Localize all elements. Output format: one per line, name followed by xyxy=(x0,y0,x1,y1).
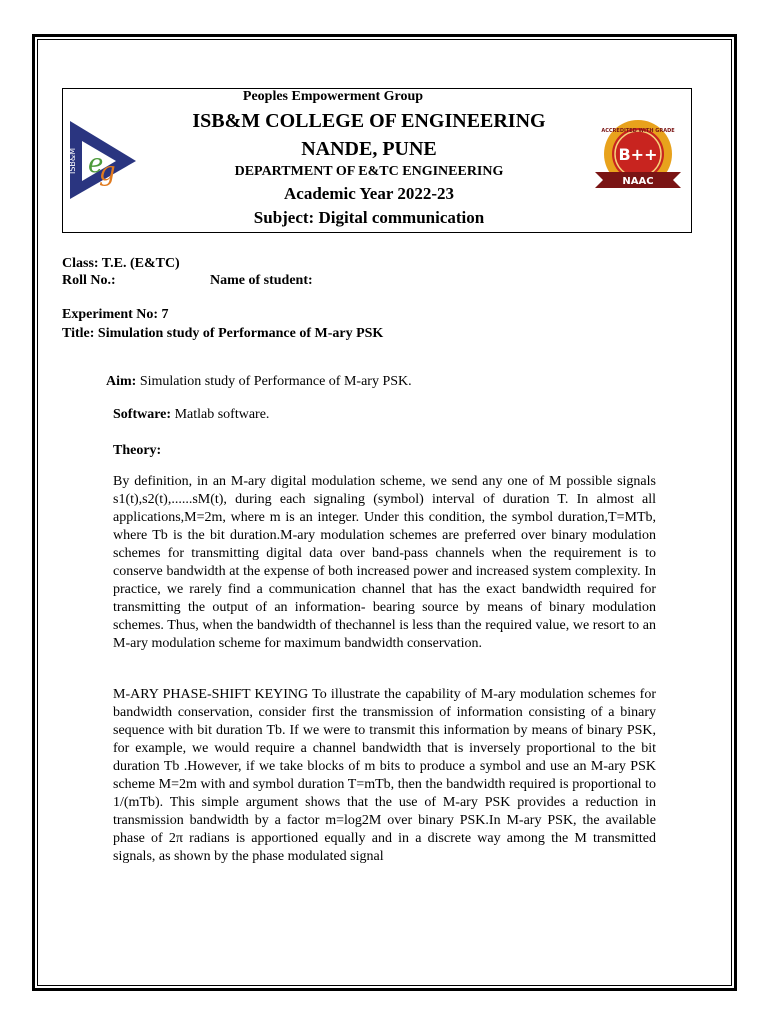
svg-text:g: g xyxy=(99,157,116,187)
theory-paragraph-2: M-ARY PHASE-SHIFT KEYING To illustrate the capability of M-ary modulation schemes for bandwidth conservation, consider first the transmission of information consisting of a binary sequence with bit duration Tb. If we were to transmit this information by means of binary PSK, for example, we would require a channel bandwidth that is inversely proportional to the bit duration Tb .However, if we take blocks of m bits to produce a symbol and use an M-ary PSK scheme M=2m with and symbol duration T=mTb, then the bandwidth required is proportional to 1/(mTb). This simple argument shows that the use of M-ary PSK provides a reduction in transmission bandwidth by a factor m=log2M over binary PSK.In M-ary PSK, the available phase of 2π radians is apportioned equally and in a discrete way among the M transmitted signals, as shown by the phase modulated signal xyxy=(113,687,656,864)
subject-title: Subject: Digital communication xyxy=(253,208,485,227)
department-name: DEPARTMENT OF E&TC ENGINEERING xyxy=(234,164,504,179)
theory-heading: Theory: xyxy=(113,443,162,458)
group-name: Peoples Empowerment Group xyxy=(242,89,424,104)
academic-year: Academic Year 2022-23 xyxy=(284,184,454,203)
grade-text: B++ xyxy=(618,145,658,164)
software-text: Matlab software. xyxy=(171,407,270,422)
software-line xyxy=(113,407,269,423)
theory-paragraph-1: By definition, in an M-ary digital modulation scheme, we send any one of M possible signals s1(t),s2(t),......sM(t), during each signaling (symbol) interval of duration T. In almost all applications,M=2m, where m is an integer. Under this condition, the symbol duration,T=MTb, where Tb is the bit duration.M-ary modulation schemes are preferred over binary modulation schemes for transmitting digital data over band-pass channels when the requirement is to conserve bandwidth at the expense of both increased power and increased system complexity. In practice, we rarely find a communication channel that has the exact bandwidth required for transmitting the output of an information- bearing source by means of binary modulation schemes. Thus, when the bandwidth of thechannel is less than the required value, we resort to an M-ary modulation scheme for maximum bandwidth conservation. xyxy=(113,474,656,651)
class-label: Class: T.E. (E&TC) xyxy=(62,256,180,271)
naac-text: NAAC xyxy=(622,176,654,187)
aim-line xyxy=(106,374,412,390)
aim-text: Simulation study of Performance of M-ary PSK. xyxy=(136,374,412,389)
roll-number-label: Roll No.: xyxy=(62,273,116,288)
svg-text:e: e xyxy=(88,149,104,179)
experiment-title: Title: Simulation study of Performance of M-ary PSK xyxy=(62,326,384,341)
aim-label: Aim: xyxy=(106,374,137,389)
college-city: NANDE, PUNE xyxy=(301,138,437,160)
svg-text:ACCREDITED WITH GRADE: ACCREDITED WITH GRADE xyxy=(601,128,675,134)
student-name-label: Name of student: xyxy=(210,273,313,288)
logo-text: ISB&M xyxy=(68,147,77,175)
experiment-number: Experiment No: 7 xyxy=(62,307,169,322)
college-name: ISB&M COLLEGE OF ENGINEERING xyxy=(192,110,546,132)
software-label: Software: xyxy=(113,407,172,422)
